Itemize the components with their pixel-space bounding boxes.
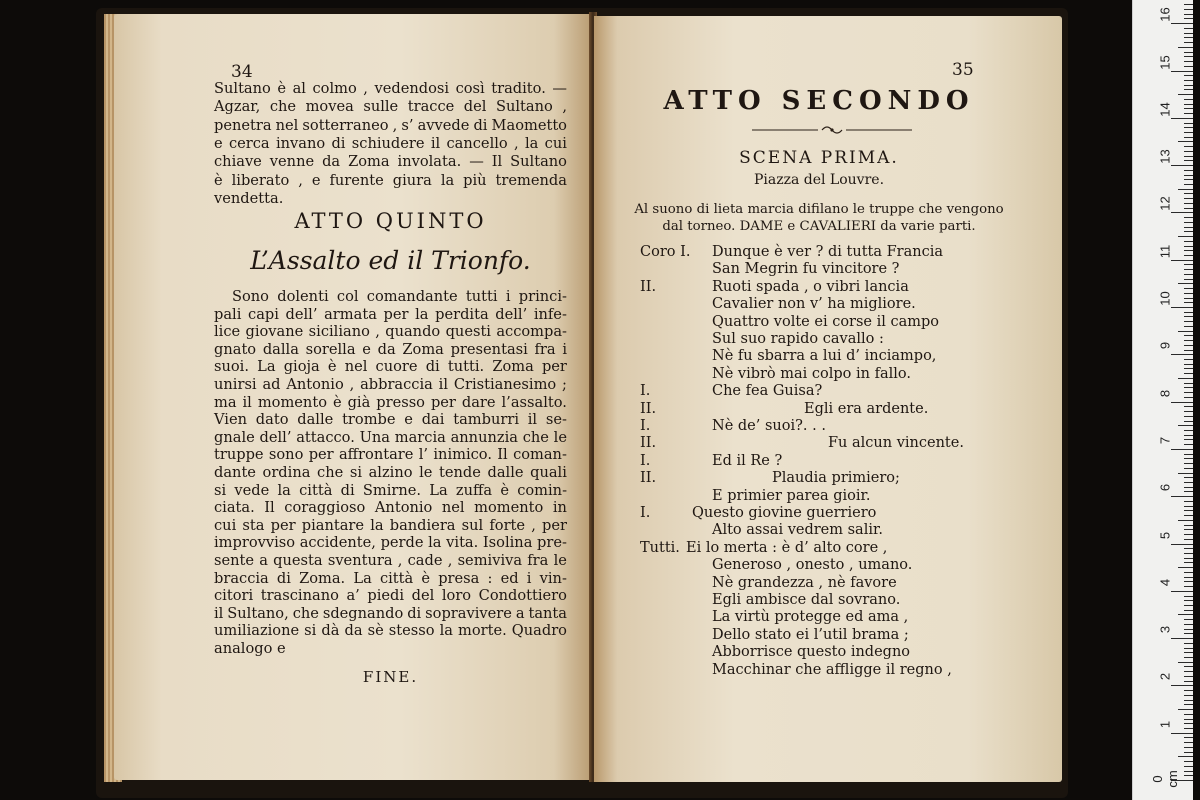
verse-speaker: Tutti. <box>640 539 680 556</box>
ruler-tick <box>1171 449 1193 450</box>
stage-direction-line: Al suono di lieta marcia difilano le truppe che vengono <box>634 202 1004 217</box>
text-line: ciata. Il coraggioso Antonio nel momento in <box>214 499 567 517</box>
verse-line: Egli era ardente. <box>804 400 929 417</box>
verse-line: La virtù protegge ed ama , <box>712 609 909 626</box>
ruler-tick <box>1184 714 1193 715</box>
ruler-tick <box>1184 368 1193 369</box>
ruler-tick <box>1171 71 1193 72</box>
ruler-tick <box>1184 203 1193 204</box>
text-line: Sono dolenti col comandante tutti i princi- <box>232 288 567 305</box>
verse-line: Ruoti spada , o vibri lancia <box>712 278 909 295</box>
verse-line: Che fea Guisa? <box>712 383 823 400</box>
ruler-label: 8 <box>1157 389 1173 397</box>
verse-speaker: II. <box>640 470 657 487</box>
ruler-tick <box>1184 179 1193 180</box>
ruler-tick <box>1178 567 1193 568</box>
ruler-tick <box>1184 373 1193 374</box>
ruler-label: 13 <box>1157 149 1173 164</box>
ruler-tick <box>1171 165 1193 166</box>
ruler-tick <box>1184 737 1193 738</box>
ruler-tick <box>1184 577 1193 578</box>
ruler-tick <box>1184 33 1193 34</box>
ruler-tick <box>1184 392 1193 393</box>
ruler-tick <box>1178 378 1193 379</box>
verse-line: Alto assai vedrem salir. <box>712 522 883 539</box>
ruler-tick <box>1184 61 1193 62</box>
ruler-label: 7 <box>1157 436 1173 445</box>
text-line: cui sta per piantare la bandiera sul forte , per <box>214 516 567 534</box>
ruler-tick <box>1178 662 1193 663</box>
ruler-tick <box>1171 307 1193 308</box>
verse-line: Sul suo rapido cavallo : <box>712 331 884 347</box>
text-line: Sultano è al colmo , vedendosi così tradito. — <box>214 80 567 97</box>
ruler-tick <box>1184 170 1193 171</box>
text-line: dante ordina che si alzino le tende dalle quali <box>214 464 567 481</box>
ruler-tick <box>1171 544 1193 545</box>
ruler-tick <box>1178 709 1193 710</box>
ruler-tick <box>1184 85 1193 86</box>
ruler-tick <box>1184 605 1193 606</box>
ruler-tick <box>1184 430 1193 431</box>
ruler-tick <box>1184 468 1193 469</box>
ruler-label: 5 <box>1157 531 1173 539</box>
ruler-tick <box>1184 747 1193 748</box>
ruler-tick <box>1184 37 1193 38</box>
verse-speaker: Coro I. <box>640 244 691 260</box>
text-line: improvviso accidente, perde la vita. Isolina pre- <box>214 534 567 552</box>
ruler-tick <box>1184 558 1193 559</box>
ruler-tick <box>1184 160 1193 161</box>
text-line: gnale dell’ attacco. Una marcia annunzia che le <box>214 428 567 446</box>
verse-speaker: I. <box>640 383 651 400</box>
ruler-tick <box>1178 236 1193 237</box>
ruler-tick <box>1184 241 1193 242</box>
ruler-label: 1 <box>1157 720 1173 728</box>
ruler-tick <box>1184 104 1193 105</box>
ruler-tick <box>1178 614 1193 615</box>
verse-line: Macchinar che affligge il regno , <box>712 661 952 678</box>
ruler-tick <box>1184 586 1193 587</box>
ruler-tick <box>1184 198 1193 199</box>
ruler-tick <box>1184 89 1193 90</box>
ruler-tick <box>1178 283 1193 284</box>
ruler-tick <box>1171 638 1193 639</box>
ruler-tick <box>1184 4 1193 5</box>
text-line: braccia di Zoma. La città è presa : ed i vin- <box>214 569 567 587</box>
ruler-tick <box>1184 676 1193 677</box>
ruler-tick <box>1178 47 1193 48</box>
ruler-tick <box>1184 383 1193 384</box>
ruler-tick <box>1184 761 1193 762</box>
ruler-tick <box>1184 151 1193 152</box>
ruler-tick <box>1184 406 1193 407</box>
ruler-tick <box>1184 553 1193 554</box>
ruler-tick <box>1184 766 1193 767</box>
ruler-tick <box>1171 23 1193 24</box>
ruler-tick <box>1184 671 1193 672</box>
ruler-tick <box>1178 141 1193 142</box>
ruler-tick <box>1171 354 1193 355</box>
ruler-tick <box>1184 66 1193 67</box>
ruler-tick <box>1178 189 1193 190</box>
text-line: truppe sono per affrontare l’ inimico. Il coman- <box>214 446 567 464</box>
text-line: vendetta. <box>214 189 284 207</box>
ruler-label: 11 <box>1157 244 1173 258</box>
ruler-tick <box>1184 316 1193 317</box>
verse-line: Questo giovine guerriero <box>692 505 877 521</box>
verse-line: Nè de’ suoi?. . . <box>712 418 826 434</box>
ruler-tick <box>1184 18 1193 19</box>
ruler-tick <box>1184 501 1193 502</box>
ruler-tick <box>1184 397 1193 398</box>
ruler-tick <box>1184 690 1193 691</box>
ruler-tick <box>1184 719 1193 720</box>
ruler-tick <box>1184 596 1193 597</box>
ruler-tick <box>1184 515 1193 516</box>
ruler-tick <box>1184 548 1193 549</box>
ruler-tick <box>1184 208 1193 209</box>
ruler-tick <box>1178 473 1193 474</box>
ruler-tick <box>1184 250 1193 251</box>
ruler-tick <box>1184 350 1193 351</box>
stage-direction-line: dal torneo. DAME e CAVALIERI da varie parti. <box>662 219 976 234</box>
ruler-tick <box>1184 539 1193 540</box>
verse-speaker: II. <box>640 278 657 295</box>
ruler-tick <box>1178 756 1193 757</box>
ruler-tick <box>1184 387 1193 388</box>
ruler-tick <box>1184 562 1193 563</box>
scene-heading: SCENA PRIMA. <box>739 148 899 168</box>
ruler-tick <box>1184 222 1193 223</box>
verse-speaker: I. <box>640 418 651 434</box>
ruler-tick <box>1178 425 1193 426</box>
ruler-tick <box>1184 52 1193 53</box>
ruler-tick <box>1184 657 1193 658</box>
ruler-tick <box>1171 685 1193 686</box>
ruler-tick <box>1184 321 1193 322</box>
verse-line: Abborrisce questo indegno <box>712 644 911 661</box>
ruler-tick <box>1184 137 1193 138</box>
ruler-tick <box>1184 648 1193 649</box>
ruler-label: 0 cm <box>1150 770 1180 788</box>
ruler-tick <box>1184 439 1193 440</box>
ruler-tick <box>1184 411 1193 412</box>
ruler-tick <box>1184 695 1193 696</box>
text-line: sente a questa sventura , cade , semiviva fra le <box>214 552 567 569</box>
verse-line: Dello stato ei l’util brama ; <box>712 626 909 643</box>
ruler-tick <box>1184 132 1193 133</box>
ruler-tick <box>1184 581 1193 582</box>
ruler-tick <box>1184 364 1193 365</box>
ruler-label: 4 <box>1157 578 1173 586</box>
text-line: penetra nel sotterraneo , s’ avvede di Maometto <box>214 116 567 134</box>
ruler-tick <box>1184 728 1193 729</box>
verse-line: Egli ambisce dal sovrano. <box>712 592 901 608</box>
ruler-tick <box>1184 113 1193 114</box>
ruler-tick <box>1184 723 1193 724</box>
ruler-label: 3 <box>1157 625 1173 634</box>
ruler-tick <box>1184 491 1193 492</box>
ruler-tick <box>1184 652 1193 653</box>
ruler-label: 6 <box>1157 484 1173 492</box>
text-line: si vede la città di Smirne. La zuffa è comin- <box>214 481 567 499</box>
ruler-tick <box>1184 264 1193 265</box>
ruler-tick <box>1184 629 1193 630</box>
ruler-label: 14 <box>1157 102 1173 117</box>
ruler-tick <box>1184 231 1193 232</box>
verse-speaker: I. <box>640 452 651 469</box>
ruler-tick <box>1184 771 1193 772</box>
ruler-tick <box>1184 274 1193 275</box>
act-title: ATTO QUINTO <box>294 209 487 233</box>
verse-line: Dunque è ver ? di tutta Francia <box>712 244 943 260</box>
verse-speaker: II. <box>640 435 657 452</box>
ruler-tick <box>1184 704 1193 705</box>
ruler-tick <box>1184 681 1193 682</box>
page-number: 34 <box>231 62 253 82</box>
verse-line: Nè grandezza , nè favore <box>712 574 897 591</box>
ruler-tick <box>1184 534 1193 535</box>
ruler-label: 2 <box>1157 673 1173 681</box>
ruler-tick <box>1184 279 1193 280</box>
ruler-tick <box>1171 260 1193 261</box>
ruler-tick <box>1184 340 1193 341</box>
ruler-tick <box>1184 359 1193 360</box>
ruler-tick <box>1184 742 1193 743</box>
ruler-tick <box>1184 80 1193 81</box>
ruler-tick <box>1184 99 1193 100</box>
ruler-label: 16 <box>1157 7 1173 22</box>
text-line: Agzar, che movea sulle tracce del Sultano , <box>214 98 567 116</box>
ruler-tick <box>1184 184 1193 185</box>
ruler-tick <box>1184 752 1193 753</box>
ruler-tick <box>1184 288 1193 289</box>
ruler-tick <box>1171 591 1193 592</box>
ruler-tick <box>1171 212 1193 213</box>
ruler-tick <box>1184 506 1193 507</box>
ruler-tick <box>1184 458 1193 459</box>
right-page <box>594 16 1062 782</box>
ruler-tick <box>1184 108 1193 109</box>
ruler-tick <box>1184 146 1193 147</box>
verse-line: Cavalier non v’ ha migliore. <box>712 296 916 313</box>
text-line: citori trascinano a’ piedi del loro Condottiero <box>214 587 567 605</box>
ruler-tick <box>1171 402 1193 403</box>
verse-line: Plaudia primiero; <box>772 470 900 487</box>
ruler-tick <box>1184 525 1193 526</box>
ornament-divider <box>752 124 912 136</box>
ruler-tick <box>1184 454 1193 455</box>
ruler-tick <box>1184 9 1193 10</box>
text-line: ma il momento è già presso per dare l’assalto. <box>214 393 567 411</box>
ruler-tick <box>1184 529 1193 530</box>
ruler-tick <box>1184 298 1193 299</box>
verse-line: Nè vibrò mai colpo in fallo. <box>712 365 911 382</box>
ruler-tick <box>1171 496 1193 497</box>
ruler-tick <box>1178 94 1193 95</box>
verse-line: Ed il Re ? <box>712 452 783 469</box>
verse-line: Quattro volte ei corse il campo <box>712 313 940 330</box>
ruler-tick <box>1184 643 1193 644</box>
ruler-tick <box>1184 75 1193 76</box>
ruler-tick <box>1184 269 1193 270</box>
text-line: gnato dalla sorella e da Zoma presentasi fra i <box>214 340 567 358</box>
ruler-tick <box>1184 510 1193 511</box>
ruler-tick <box>1184 477 1193 478</box>
ruler-tick <box>1184 302 1193 303</box>
ruler-tick <box>1171 118 1193 119</box>
ruler-tick <box>1184 123 1193 124</box>
ruler-label: 15 <box>1157 54 1173 70</box>
ruler-tick <box>1184 435 1193 436</box>
ruler-tick <box>1184 156 1193 157</box>
verse-speaker: II. <box>640 400 657 417</box>
text-line: lice giovane siciliano , quando questi accompa- <box>214 323 567 341</box>
text-line: il Sultano, che sdegnando di sopravivere a tanta <box>214 604 567 622</box>
ruler-tick <box>1184 14 1193 15</box>
left-page <box>114 14 592 780</box>
measurement-ruler <box>1132 0 1193 800</box>
ruler-tick <box>1178 520 1193 521</box>
ruler-tick <box>1184 345 1193 346</box>
ruler-tick <box>1184 666 1193 667</box>
ruler-tick <box>1184 193 1193 194</box>
ruler-tick <box>1184 217 1193 218</box>
ruler-tick <box>1184 619 1193 620</box>
act-subtitle: L’Assalto ed il Trionfo. <box>250 246 531 275</box>
ruler-tick <box>1184 227 1193 228</box>
ruler-label: 12 <box>1157 196 1173 212</box>
ruler-tick <box>1184 700 1193 701</box>
ruler-tick <box>1184 335 1193 336</box>
ruler-tick <box>1184 463 1193 464</box>
ruler-tick <box>1184 312 1193 313</box>
ruler-tick <box>1178 331 1193 332</box>
ruler-tick <box>1184 28 1193 29</box>
ruler-tick <box>1184 633 1193 634</box>
ruler-tick <box>1184 42 1193 43</box>
ruler-tick <box>1184 127 1193 128</box>
verse-speaker: I. <box>640 505 651 521</box>
text-line: unirsi ad Antonio , abbraccia il Cristianesimo ; <box>214 376 567 393</box>
verse-line: Ei lo merta : è d’ alto core , <box>686 539 888 556</box>
verse-line: Fu alcun vincente. <box>828 435 964 452</box>
ruler-tick <box>1184 610 1193 611</box>
page-number: 35 <box>952 60 974 80</box>
verse-line: Generoso , onesto , umano. <box>712 557 913 574</box>
act-title: ATTO SECONDO <box>663 86 975 116</box>
ruler-tick <box>1184 416 1193 417</box>
ruler-tick <box>1184 600 1193 601</box>
end-mark: FINE. <box>362 668 419 686</box>
ruler-label: 10 <box>1157 291 1173 306</box>
ruler-label: 9 <box>1157 342 1173 350</box>
ruler-tick <box>1184 487 1193 488</box>
ruler-tick <box>1184 624 1193 625</box>
verse-line: E primier parea gioir. <box>712 487 871 504</box>
ruler-tick <box>1184 175 1193 176</box>
ruler-tick <box>1184 56 1193 57</box>
text-line: e cerca invano di schiudere il cancello , la cui <box>214 134 567 152</box>
ruler-tick <box>1184 326 1193 327</box>
ruler-tick <box>1171 733 1193 734</box>
ruler-tick <box>1184 421 1193 422</box>
scene-place: Piazza del Louvre. <box>753 172 885 188</box>
text-line: Vien dato dalle trombe e dai tamburri il se- <box>214 411 567 429</box>
text-line: chiave venne da Zoma involata. — Il Sultano <box>214 153 567 171</box>
verse-line: San Megrin fu vincitore ? <box>712 261 900 278</box>
text-line: umiliazione si dà da sè stesso la morte. Quadro <box>214 622 567 640</box>
ruler-tick <box>1184 775 1193 776</box>
ruler-tick <box>1184 444 1193 445</box>
ruler-tick <box>1184 572 1193 573</box>
ruler-tick <box>1184 246 1193 247</box>
ruler-tick <box>1184 293 1193 294</box>
ruler-tick <box>1184 482 1193 483</box>
ruler-tick <box>1184 255 1193 256</box>
verse-line: Nè fu sbarra a lui d’ inciampo, <box>712 348 937 365</box>
text-line: analogo e <box>214 640 286 657</box>
text-line: è liberato , e furente giura la più tremenda <box>214 171 567 189</box>
text-line: suoi. La gioja è nel cuore di tutti. Zoma per <box>214 358 567 376</box>
text-line: pali capi dell’ armata per la perdita dell’ infe- <box>214 305 567 323</box>
